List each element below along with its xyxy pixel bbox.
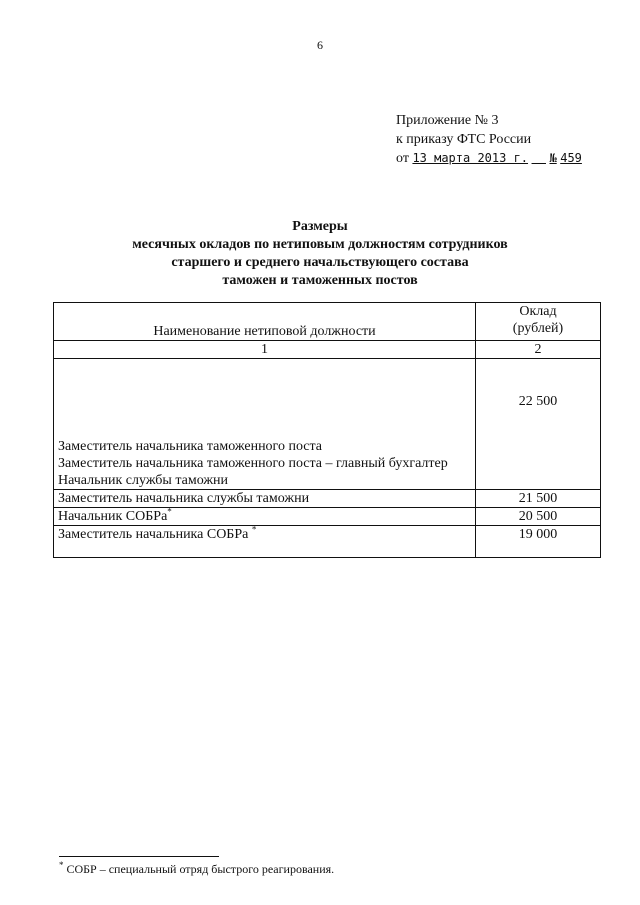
footnote-text: СОБР – специальный отряд быстрого реагирования.	[63, 862, 335, 876]
group1-positions	[54, 359, 476, 490]
title-line2: месячных окладов по нетиповым должностям сотрудников	[132, 237, 508, 252]
page-number: 6	[317, 38, 323, 52]
row3-salary: 20 500	[476, 508, 601, 526]
table-row	[54, 526, 601, 558]
column-number-2: 2	[476, 341, 601, 359]
annex-date-prefix: от	[396, 151, 409, 166]
annex-header	[396, 111, 582, 168]
table-row	[54, 359, 601, 490]
annex-date-line	[396, 149, 582, 168]
table-row	[54, 490, 601, 508]
annex-line2: к приказу ФТС России	[396, 132, 532, 147]
table-header-row	[54, 303, 601, 341]
header-salary-line1: Оклад	[519, 304, 557, 319]
column-number-row	[54, 341, 601, 359]
footnote-mark: *	[59, 860, 64, 870]
group1-line2: Заместитель начальника таможенного поста – главный бухгалтер	[58, 456, 448, 471]
row4-position-cell	[54, 526, 476, 558]
row3-position: Начальник СОБРа	[58, 509, 168, 524]
table-row	[54, 508, 601, 526]
footnote	[59, 862, 334, 877]
title-line1: Размеры	[292, 219, 348, 234]
footnote-divider	[59, 856, 219, 857]
header-salary-line2: (рублей)	[512, 321, 564, 336]
row2-salary: 21 500	[476, 490, 601, 508]
header-salary	[476, 303, 601, 341]
row3-footnote-mark: *	[167, 506, 172, 517]
row2-position: Заместитель начальника службы таможни	[54, 490, 476, 508]
row4-salary: 19 000	[476, 526, 601, 558]
document-title	[0, 218, 640, 290]
salary-table	[53, 302, 601, 558]
header-position: Наименование нетиповой должности	[54, 303, 476, 341]
row3-position-cell	[54, 508, 476, 526]
title-line3: старшего и среднего начальствующего состава	[171, 255, 469, 270]
row4-position: Заместитель начальника СОБРа	[58, 527, 249, 542]
group1-line1: Заместитель начальника таможенного поста	[58, 439, 323, 454]
annex-line1: Приложение № 3	[396, 113, 499, 128]
annex-number: 459	[560, 151, 582, 165]
group1-salary: 22 500	[476, 359, 601, 490]
column-number-1: 1	[54, 341, 476, 359]
title-line4: таможен и таможенных постов	[222, 273, 418, 288]
annex-date: 13 марта 2013 г.	[412, 151, 529, 165]
row4-footnote-mark: *	[251, 524, 257, 535]
annex-number-prefix: №	[549, 151, 557, 165]
group1-line3: Начальник службы таможни	[58, 473, 229, 488]
